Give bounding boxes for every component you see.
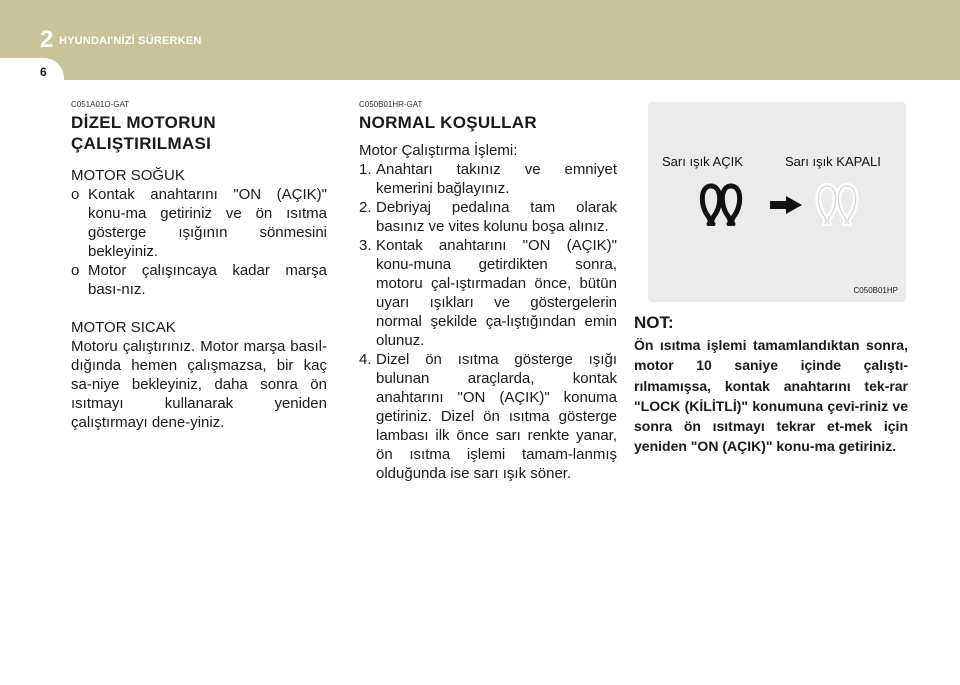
- list-item: [359, 350, 617, 483]
- list-item-text: Debriyaj pedalına tam olarak basınız ve vites kolunu boşa alınız.: [376, 199, 617, 235]
- page-tab: [0, 58, 64, 80]
- step-number: 2.: [359, 199, 372, 216]
- hot-engine-title: MOTOR SICAK: [71, 319, 176, 336]
- list-item: [359, 198, 617, 236]
- list-item-text: Anahtarı takınız ve emniyet kemerini bağlayınız.: [376, 161, 617, 197]
- bullet-mark: o: [71, 186, 80, 203]
- hot-engine-text: Motoru çalıştırınız. Motor marşa basıl-dığında hemen çalışmazsa, bir kaç sa-niye bekleyiniz, daha sonra ön ısıtmayı kullanarak yeniden çalıştırmayı dene-yiniz.: [71, 338, 327, 431]
- note-title: NOT:: [634, 313, 674, 332]
- procedure-intro: Motor Çalıştırma İşlemi:: [359, 142, 518, 159]
- list-item-text: Kontak anahtarını "ON (AÇIK)" konu-ma getiriniz ve ön ısıtma gösterge ışığının sönmesini bekleyiniz.: [88, 186, 327, 260]
- section-code: C050B01HR-GAT: [359, 100, 423, 109]
- section-code: C051A01O-GAT: [71, 100, 130, 109]
- list-item: [71, 185, 327, 261]
- glow-plug-off-icon: [814, 182, 860, 226]
- normal-conditions-section: [359, 100, 617, 483]
- list-item-text: Kontak anahtarını "ON (AÇIK)" konu-muna getirdikten sonra, motoru çal-ıştırmadan önce, bütün uyarı ışıkları ve göstergelerin normal şekilde ça-lıştığından emin olunuz.: [376, 237, 617, 349]
- diesel-start-section: [71, 100, 327, 432]
- cold-engine-title: MOTOR SOĞUK: [71, 167, 185, 184]
- section-heading: NORMAL KOŞULLAR: [359, 113, 537, 132]
- list-item: [359, 160, 617, 198]
- bullet-mark: o: [71, 262, 80, 279]
- note-text: Ön ısıtma işlemi tamamlandıktan sonra, motor 10 saniye içinde çalıştı-rılmamışsa, kontak anahtarını tek-rar "LOCK (KİLİTLİ)" konumuna çevi-riniz ve sonra ön ısıtmayı tekrar et-mek için yeniden "ON (AÇIK)" konu-ma getiriniz.: [634, 337, 908, 455]
- step-number: 1.: [359, 161, 372, 178]
- list-item: [359, 236, 617, 350]
- list-item-text: Dizel ön ısıtma gösterge ışığı bulunan araçlarda, kontak anahtarını "ON (AÇIK)" konuma getiriniz. Dizel ön ısıtma gösterge lambası ilk önce sarı renkte yanar, ön ısıtma işlemi tamam-lanmış olduğunda ise sarı ışık söner.: [376, 351, 617, 482]
- step-number: 4.: [359, 351, 372, 368]
- label-light-off: Sarı ışık KAPALI: [785, 154, 881, 169]
- chapter-title: HYUNDAI'NİZİ SÜRERKEN: [59, 35, 202, 47]
- note-box: [634, 313, 908, 457]
- step-number: 3.: [359, 237, 372, 254]
- figure-code: C050B01HP: [853, 286, 898, 295]
- list-item-text: Motor çalışıncaya kadar marşa bası-nız.: [88, 262, 327, 298]
- glow-plug-lit-icon: [698, 182, 744, 226]
- page-number: 6: [40, 65, 47, 79]
- right-arrow-icon: [770, 196, 802, 214]
- label-light-on: Sarı ışık AÇIK: [662, 154, 743, 169]
- chapter-number: 2: [40, 26, 54, 53]
- list-item: [71, 261, 327, 299]
- section-heading: DİZEL MOTORUN ÇALIŞTIRILMASI: [71, 113, 216, 153]
- glow-indicator-figure: [648, 102, 906, 302]
